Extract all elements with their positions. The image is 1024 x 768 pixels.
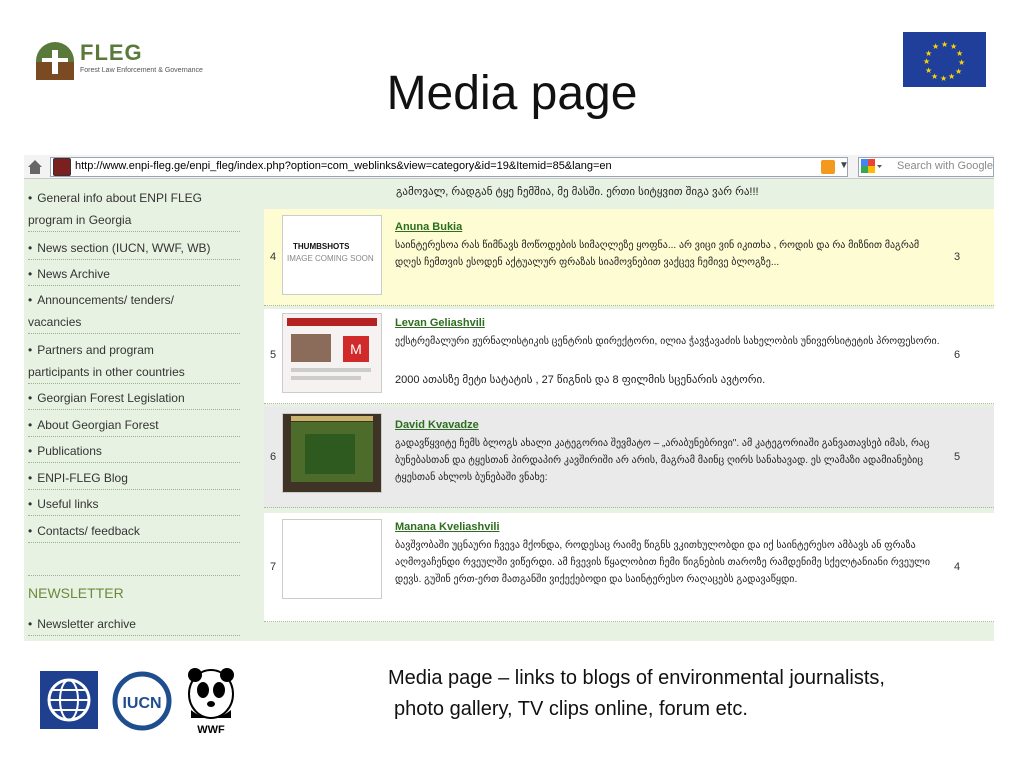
sidebar-item-news-archive[interactable]: • News Archive xyxy=(28,263,240,286)
table-row xyxy=(264,209,994,306)
sidebar-item-contacts[interactable]: • Contacts/ feedback xyxy=(28,520,240,543)
sidebar xyxy=(24,179,242,641)
svg-text:★: ★ xyxy=(955,67,963,76)
browser-screenshot xyxy=(24,155,994,641)
site-favicon-icon xyxy=(53,158,71,176)
caption-line-2: photo gallery, TV clips online, forum etc. xyxy=(394,698,748,720)
row-number: 5 xyxy=(270,349,277,361)
sidebar-item-label: Georgian Forest Legislation xyxy=(37,391,185,405)
sidebar-item-label-cont: participants in other countries xyxy=(28,365,185,379)
sidebar-item-legislation[interactable]: • Georgian Forest Legislation xyxy=(28,387,240,410)
sidebar-item-label: Publications xyxy=(37,444,102,458)
sidebar-item-general-info[interactable]: • General info about ENPI FLEG program in Georgia xyxy=(28,187,240,232)
url-input[interactable] xyxy=(50,157,848,177)
previous-entry-text: გამოვალ, რადგან ტყე ჩემშია, მე მასში. ერთი სიტყვით შიგა ვარ რა!!! xyxy=(396,186,759,198)
svg-text:★: ★ xyxy=(925,49,933,58)
search-input[interactable] xyxy=(858,157,994,177)
blog-description: გადავწყვიტე ჩემს ბლოგს ახალი კატეგორია შევმატო – „არაბუნებრივი". ამ კატეგორიაში განვათავსებ იმას, რაც ბუნებასთან და ტყესთან პირდაპირ კავშირიში არ არის, მაგრამ მაინც ღირს სანახავად. ეს ლამაზი ადამიანებიც ტყესთან ახლოს ბუნებაში ვნახე: xyxy=(395,438,930,483)
svg-text:★: ★ xyxy=(932,42,940,51)
google-icon[interactable] xyxy=(861,159,883,174)
table-row xyxy=(264,513,994,622)
svg-text:★: ★ xyxy=(925,66,933,75)
thumbnail-brand: THUMBSHOTS xyxy=(293,242,350,251)
svg-text:★: ★ xyxy=(940,74,948,83)
search-placeholder: Search with Google xyxy=(897,160,993,172)
thumbnail-image[interactable] xyxy=(282,215,382,295)
sidebar-item-label: News section (IUCN, WWF, WB) xyxy=(37,241,211,255)
wwf-text: WWF xyxy=(197,724,225,736)
blog-description-extra: 2000 ათასზე მეტი სატატის , 27 წიგნის და 8 ფილმის სცენარის ავტორი. xyxy=(395,374,766,386)
sidebar-item-label: General info about ENPI FLEG xyxy=(37,191,202,205)
panda-icon xyxy=(183,666,239,736)
svg-text:★: ★ xyxy=(950,42,958,51)
newsletter-heading: NEWSLETTER xyxy=(28,585,124,601)
chevron-down-icon[interactable]: ▼ xyxy=(839,160,849,171)
sidebar-item-label: About Georgian Forest xyxy=(37,418,159,432)
svg-text:★: ★ xyxy=(956,49,964,58)
row-number: 7 xyxy=(270,561,277,573)
sidebar-item-partners[interactable]: • Partners and program participants in other countries xyxy=(28,339,240,384)
row-number: 6 xyxy=(270,451,277,463)
hit-count: 5 xyxy=(954,451,961,463)
caption-line-1: Media page – links to blogs of environmental journalists, xyxy=(388,667,885,689)
fleg-subtitle: Forest Law Enforcement & Governance xyxy=(80,67,203,74)
sidebar-item-label: ENPI-FLEG Blog xyxy=(37,471,128,485)
sidebar-item-about-forest[interactable]: • About Georgian Forest xyxy=(28,414,240,437)
wwf-panda-logo xyxy=(183,666,239,736)
blog-description: საინტერესოა რას წიმნავს მოწოდების სიმაღლეზე ყოფნა... არ ვიცი ვინ იკითხა , როდის და რა მიზნით მაგრამ დღეს ჩემთვის ესოდენ აქტუალურ ფრაზას სიამოვნებით ვაქცევ ჩემივე ბლოგზე... xyxy=(395,240,920,268)
sidebar-item-announcements[interactable]: • Announcements/ tenders/ vacancies xyxy=(28,289,240,334)
rss-icon[interactable] xyxy=(821,160,835,174)
sidebar-item-label: News Archive xyxy=(37,267,110,281)
slide-caption xyxy=(388,663,998,725)
thumbnail-image[interactable]: M xyxy=(282,313,382,393)
globe-icon xyxy=(40,671,98,729)
iucn-logo xyxy=(108,670,176,732)
sidebar-item-label: Announcements/ tenders/ xyxy=(37,293,174,307)
table-row xyxy=(264,309,994,404)
blog-author-link[interactable]: David Kvavadze xyxy=(395,419,479,431)
table-row xyxy=(264,407,994,508)
sidebar-item-label: Partners and program xyxy=(37,343,154,357)
sidebar-item-label-cont: program in Georgia xyxy=(28,213,132,227)
sidebar-item-newsletter-archive[interactable]: • Newsletter archive xyxy=(28,613,240,636)
thumbnail-image[interactable] xyxy=(282,413,382,493)
sidebar-item-publications[interactable]: • Publications xyxy=(28,440,240,463)
blog-description: ექსტრემალური ჟურნალისტიკის ცენტრის დირექტორი, ილია ჭავჭავაძის სახელობის უნივერსიტეტის პროფესორი. xyxy=(395,336,940,347)
fleg-wordmark: FLEG xyxy=(80,40,143,65)
slide-title: Media page xyxy=(386,67,638,120)
blog-author-link[interactable]: Anuna Bukia xyxy=(395,221,463,233)
sidebar-divider xyxy=(28,553,240,576)
iucn-text: IUCN xyxy=(122,695,162,712)
home-icon[interactable] xyxy=(26,158,44,176)
weblinks-list xyxy=(264,179,994,641)
row-number: 4 xyxy=(270,251,277,263)
thumbnail-caption: IMAGE COMING SOON xyxy=(287,254,374,263)
address-bar xyxy=(24,155,994,179)
sidebar-item-useful-links[interactable]: • Useful links xyxy=(28,493,240,516)
svg-text:★: ★ xyxy=(941,40,949,49)
svg-text:★: ★ xyxy=(923,57,931,66)
hit-count: 6 xyxy=(954,349,961,361)
blog-author-link[interactable]: Levan Geliashvili xyxy=(395,317,485,329)
sidebar-item-label-cont: vacancies xyxy=(28,315,82,329)
svg-text:★: ★ xyxy=(948,72,956,81)
hit-count: 4 xyxy=(954,561,961,573)
sidebar-item-label: Newsletter archive xyxy=(37,617,136,631)
svg-text:★: ★ xyxy=(931,72,939,81)
thumbnail-image[interactable] xyxy=(282,519,382,599)
hit-count: 3 xyxy=(954,251,961,263)
sidebar-item-blog[interactable]: • ENPI-FLEG Blog xyxy=(28,467,240,490)
svg-text:★: ★ xyxy=(958,58,966,67)
sidebar-item-label: Useful links xyxy=(37,497,99,511)
world-bank-logo xyxy=(40,671,98,729)
url-text: http://www.enpi-fleg.ge/enpi_fleg/index.php?option=com_weblinks&view=category&id=19&Itemid=85&lang=en xyxy=(75,160,612,172)
blog-author-link[interactable]: Manana Kveliashvili xyxy=(395,521,500,533)
sidebar-item-news-section[interactable]: • News section (IUCN, WWF, WB) xyxy=(28,237,240,260)
sidebar-item-label: Contacts/ feedback xyxy=(37,524,140,538)
blog-description: ბავშვობაში უცნაური ჩვევა მქონდა, როდესაც რაიმე წიგნს ვკითხულობდი და იქ საინტერესო ამბავს ან ფრაზა აღმოვაჩენდი რვეულში ვიწერდი. ამ ჩვევის წყალობით ჩემი წიგნების თაროზე რამდენიმე სქელტანიანი რვეული დევს. გუშინ ერთ-ერთ მათგანში ვიქექებოდი და საინტერესო რაღაცებს გადავაწყდი. xyxy=(395,540,930,585)
